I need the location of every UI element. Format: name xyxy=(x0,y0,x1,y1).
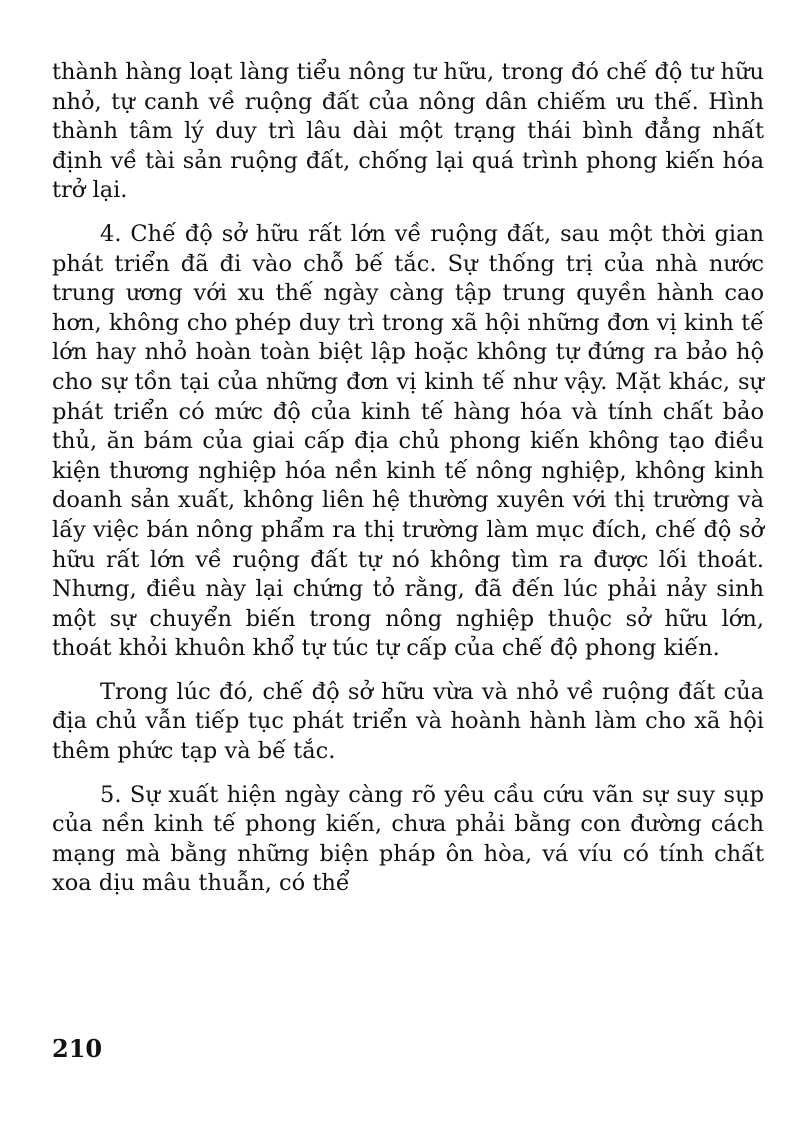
paragraph: Trong lúc đó, chế độ sở hữu vừa và nhỏ về ruộng đất của địa chủ vẫn tiếp tục phát triển và hoành hành làm cho xã hội thêm phức tạp và bế tắc. xyxy=(52,678,764,765)
paragraph: thành hàng loạt làng tiểu nông tư hữu, trong đó chế độ tư hữu nhỏ, tự canh về ruộng đất của nông dân chiếm ưu thế. Hình thành tâm lý duy trì lâu dài một trạng thái bình đẳng nhất định về tài sản ruộng đất, chống lại quá trình phong kiến hóa trở lại. xyxy=(52,59,764,204)
paragraph: 5. Sự xuất hiện ngày càng rõ yêu cầu cứu vãn sự suy sụp của nền kinh tế phong kiến, chưa phải bằng con đường cách mạng mà bằng những biện pháp ôn hòa, vá víu có tính chất xoa dịu mâu thuẫn, có thể xyxy=(52,781,764,897)
paragraph: 4. Chế độ sở hữu rất lớn về ruộng đất, sau một thời gian phát triển đã đi vào chỗ bế tắc. Sự thống trị của nhà nước trung ương với xu thế ngày càng tập trung quyền hành cao hơn, không cho phép duy trì trong xã hội những đơn vị kinh tế lớn hay nhỏ hoàn toàn biệt lập hoặc không tự đứng ra bảo hộ cho sự tồn tại của những đơn vị kinh tế như vậy. Mặt khác, sự phát triển có mức độ của kinh tế hàng hóa và tính chất bảo thủ, ăn bám của giai cấp địa chủ phong kiến không tạo điều kiện thương nghiệp hóa nền kinh tế nông nghiệp, không kinh doanh sản xuất, không liên hệ thường xuyên với thị trường và lấy việc bán nông phẩm ra thị trường làm mục đích, chế độ sở hữu rất lớn về ruộng đất tự nó không tìm ra được lối thoát. Nhưng, điều này lại chứng tỏ rằng, đã đến lúc phải nảy sinh một sự chuyển biến trong nông nghiệp thuộc sở hữu lớn, thoát khỏi khuôn khổ tự túc tự cấp của chế độ phong kiến. xyxy=(52,220,764,662)
page-number: 210 xyxy=(52,1034,103,1063)
body-text xyxy=(52,58,764,899)
